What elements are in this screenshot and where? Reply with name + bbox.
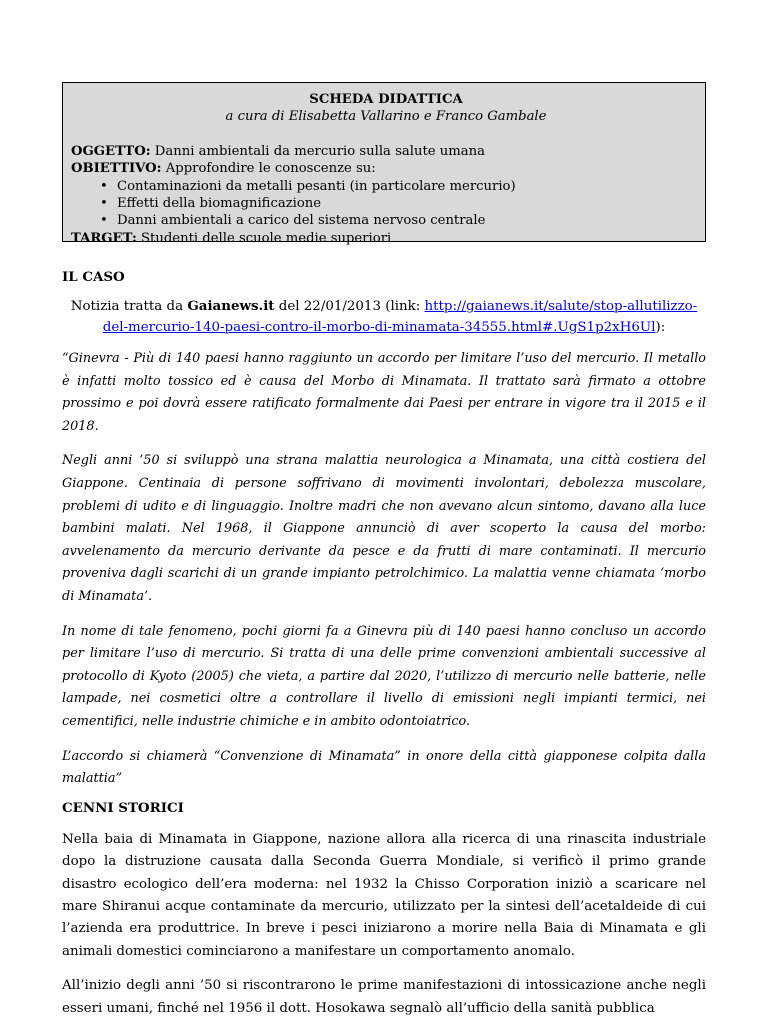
oggetto-text: Danni ambientali da mercurio sulla salute umana — [150, 143, 485, 159]
target-text: Studenti delle scuole medie superiori — [136, 230, 392, 246]
source-link[interactable]: http://gaianews.it/salute/stop-allutilizzo-del-mercurio-140-paesi-contro-il-morbo-di-minamata-34555.html#.UgS1p2xH6Ul — [102, 299, 698, 335]
info-box — [62, 82, 706, 246]
cenni-storici-heading: CENNI STORICI — [62, 799, 184, 816]
box-subtitle: a cura di Elisabetta Vallarino e Franco Gambale — [225, 109, 547, 125]
source-line — [62, 296, 706, 338]
source-prefix: Notizia tratta da — [70, 299, 188, 314]
source-date: del 22/01/2013 (link: — [274, 299, 425, 314]
main-content — [62, 268, 706, 1020]
box-title: SCHEDA DIDATTICA — [309, 92, 463, 107]
oggetto-label: OGGETTO: — [71, 143, 151, 159]
oggetto-line — [71, 143, 701, 160]
obiettivo-text: Approfondire le conoscenze su: — [161, 161, 376, 177]
quote-paragraph: In nome di tale fenomeno, pochi giorni fa a Ginevra più di 140 paesi hanno concluso un accordo per limitare l’uso di mercurio. Si tratta di una delle prime convenzioni ambientali successive al protocollo di Kyoto (2005) che vieta, a partire dal 2020, l’utilizzo di mercurio nelle batterie, nelle lampade, nei cosmetici oltre a controllare il livello di emissioni negli impianti termici, nei cementifici, nelle industrie chimiche e in ambito odontoiatrico. — [62, 623, 706, 729]
list-item: • Effetti della biomagnificazione — [117, 195, 701, 212]
obiettivo-line — [71, 160, 701, 177]
target-label: TARGET: — [71, 230, 137, 246]
objectives-list — [71, 178, 701, 230]
quote-paragraph: L’accordo si chiamerà “Convenzione di Minamata” in onore della città giapponese colpita dalla malattia” — [62, 748, 706, 787]
target-line — [71, 230, 701, 247]
source-suffix: ): — [655, 320, 666, 335]
il-caso-heading: IL CASO — [62, 269, 125, 285]
quote-paragraph: Negli anni ’50 si sviluppò una strana malattia neurologica a Minamata, una città costiera del Giappone. Centinaia di persone soffrivano di movimenti involontari, debolezza muscolare, problemi di udito e di linguaggio. Inoltre madri che non avevano alcun sintomo, davano alla luce bambini malati. Nel 1968, il Giappone annunciò di aver scoperto la causa del morbo: avvelenamento da mercurio derivante da pesce e da frutti di mare contaminati. Il mercurio proveniva dagli scarichi di un grande impianto petrolchimico. La malattia venne chiamata ‘morbo di Minamata’. — [62, 453, 706, 604]
list-item: • Danni ambientali a carico del sistema nervoso centrale — [117, 212, 701, 229]
obiettivo-label: OBIETTIVO: — [71, 161, 162, 177]
body-paragraph: All’inizio degli anni ’50 si riscontrarono le prime manifestazioni di intossicazione anche negli esseri umani, finché nel 1956 il dott. Hosokawa segnalò all’ufficio della sanità pubblica — [62, 978, 706, 1016]
body-paragraph: Nella baia di Minamata in Giappone, nazione allora alla ricerca di una rinascita industriale dopo la distruzione causata dalla Seconda Guerra Mondiale, si verificò il primo grande disastro ecologico dell’era moderna: nel 1932 la Chisso Corporation iniziò a scaricare nel mare Shiranui acque contaminate da mercurio, utilizzato per la sintesi dell’acetaldeide di cui l’azienda era produttrice. In breve i pesci iniziarono a morire nella Baia di Minamata e gli animali domestici cominciarono a manifestare un comportamento anomalo. — [62, 831, 706, 959]
list-item: • Contaminazioni da metalli pesanti (in particolare mercurio) — [117, 178, 701, 195]
source-name: Gaianews.it — [187, 298, 275, 314]
quote-paragraph: “Ginevra - Più di 140 paesi hanno raggiunto un accordo per limitare l’uso del mercurio. Il metallo è infatti molto tossico ed è causa del Morbo di Minamata. Il trattato sarà firmato a ottobre prossimo e poi dovrà essere ratificato formalmente dai Paesi per entrare in vigore tra il 2015 e il 2018. — [62, 351, 706, 434]
